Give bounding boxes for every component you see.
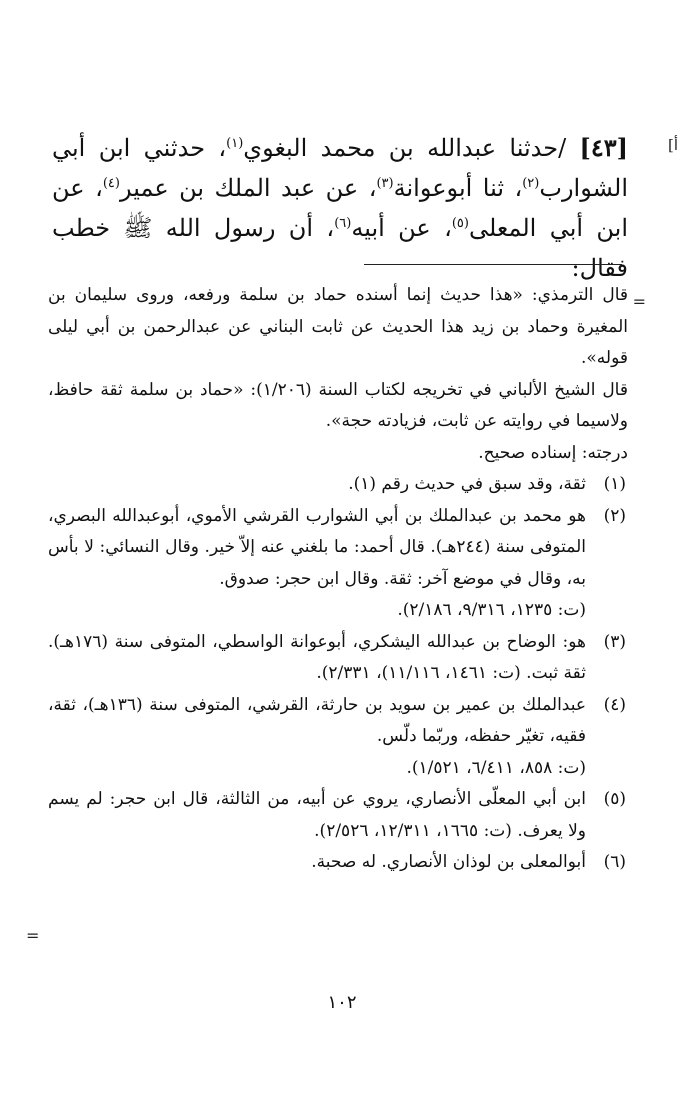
footnote-ref: (٢) (522, 176, 540, 191)
footnote-body (48, 784, 586, 847)
footnote-3 (48, 627, 628, 690)
continuation-mark-top: = (632, 292, 646, 311)
footnote-number: (٣) (603, 631, 626, 652)
hadith-segment: /حدثنا عبدالله بن محمد البغوي (243, 134, 580, 162)
footnote-6 (48, 847, 628, 879)
footnote-separator (364, 264, 622, 265)
continued-note-paragraph: قال الترمذي: «هذا حديث إنما أسنده حماد بن سلمة ورفعه، وروى سليمان بن المغيرة وحماد بن زيد هذا الحديث عن ثابت البناني عن عبدالرحمن بن أبي ليلى قوله». (48, 285, 628, 368)
footnote-1 (48, 469, 628, 501)
footnote-body (48, 501, 586, 627)
footnote-5 (48, 784, 628, 847)
hadith-number: [٤٣] (579, 133, 628, 162)
footnote-ref: (٣) (376, 176, 394, 191)
footnote-number: (٥) (603, 789, 626, 809)
page-number: ١٠٢ (327, 992, 357, 1013)
footnote-body (48, 469, 586, 501)
continuation-mark-bottom: = (26, 926, 40, 945)
hadith-segment: ، عن أبيه (351, 214, 452, 242)
footnote-ref: (٥) (451, 216, 469, 231)
hadith-segment: ، ثنا أبوعوانة (393, 174, 523, 202)
hadith-segment: ، أن رسول الله ﷺ خطب فقال: (52, 214, 628, 282)
footnote-4 (48, 690, 628, 785)
footnote-body (48, 847, 586, 879)
footnote-line: ثقة، وقد سبق في حديث رقم (١). (348, 474, 586, 494)
footnote-line: أبوالمعلى بن لوذان الأنصاري. له صحبة. (311, 852, 586, 872)
footnote-line: عبدالملك بن عمير بن سويد بن حارثة، القرشي، المتوفى سنة (١٣٦هـ)، ثقة، فقيه، تغيّر حفظه، وربّما دلّس. (48, 694, 586, 746)
footnote-number: (١) (603, 474, 626, 494)
hadith-segment: ، عن ابن أبي المعلى (52, 174, 629, 242)
continued-note (48, 280, 628, 469)
footnote-ref: (٦) (334, 216, 352, 231)
footnote-line: (ت: ١٢٣٥، ٩/٣١٦، ٢/١٨٦). (397, 600, 586, 620)
footnote-line: (ت: ٨٥٨، ٦/٤١١، ١/٥٢١). (406, 757, 586, 778)
footnote-ref: (١) (226, 136, 244, 151)
continued-note-paragraph: درجته: إسناده صحيح. (478, 442, 628, 463)
footnote-2 (48, 501, 628, 627)
folio-mark: [أ (667, 136, 678, 154)
continued-note-paragraph: قال الشيخ الألباني في تخريجه لكتاب السنة (١/٢٠٦): «حماد بن سلمة ثقة حافظ، ولاسيما في روايته عن ثابت، فزيادته حجة». (48, 379, 628, 431)
footnote-line: هو محمد بن عبدالملك بن أبي الشوارب القرشي الأموي، أبوعبدالله البصري، المتوفى سنة (٢٤٤هـ). قال أحمد: ما بلغني عنه إلاّ خير. وقال النسائي: لا بأس به، وقال في موضع آخر: ثقة. وقال ابن حجر: صدوق. (48, 505, 586, 589)
hadith-segment: ، عن عبد الملك بن عمير (119, 174, 377, 202)
footnote-body (48, 690, 586, 785)
footnote-line: ابن أبي المعلّى الأنصاري، يروي عن أبيه، من الثالثة، قال ابن حجر: لم يسم ولا يعرف. (ت: ١٦٦٥، ١٢/٣١١، ٢/٥٢٦). (48, 789, 586, 841)
footnotes (48, 280, 628, 879)
footnote-number: (٤) (603, 694, 626, 715)
footnote-number: (٢) (603, 505, 626, 526)
footnote-body (48, 627, 586, 690)
hadith-segment: ، حدثني ابن أبي الشوارب (52, 134, 628, 202)
footnote-ref: (٤) (102, 176, 120, 191)
footnote-number: (٦) (603, 852, 626, 872)
footnote-line: هو: الوضاح بن عبدالله اليشكري، أبوعوانة الواسطي، المتوفى سنة (١٧٦هـ). ثقة ثبت. (ت: ١٤٦١، ١١/١١٦)، ٢/٣٣١). (48, 631, 586, 683)
